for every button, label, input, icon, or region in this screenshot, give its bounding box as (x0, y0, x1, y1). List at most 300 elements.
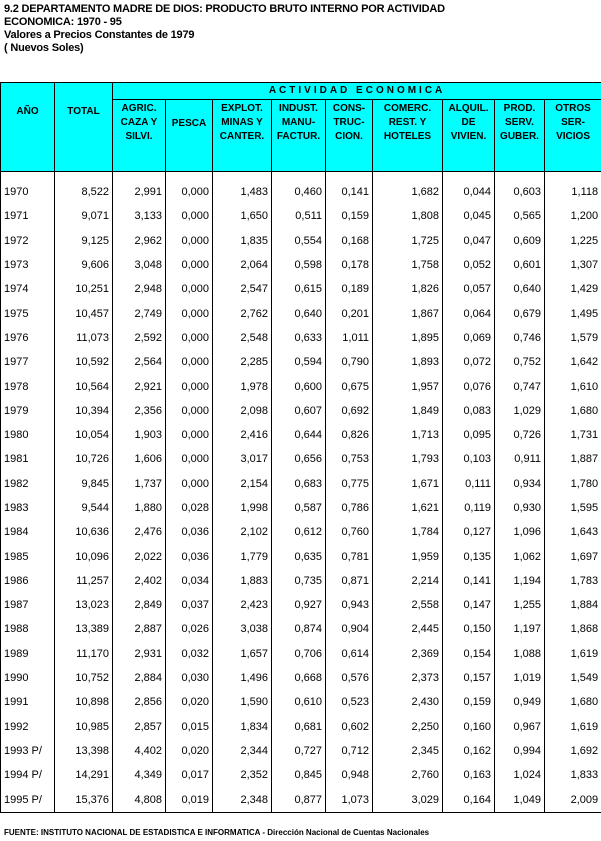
value-cell: 1,643 (545, 520, 601, 544)
header-line: SILVI. (125, 131, 153, 142)
source-note: FUENTE: INSTITUTO NACIONAL DE ESTADISTICA E INFORMATICA - Dirección Nacional de Cuentas Nacionales (4, 828, 430, 837)
year-cell: 1974 (1, 277, 55, 301)
header-line: INDUST. (279, 103, 318, 114)
year-cell: 1985 (1, 544, 55, 568)
value-cell: 1,657 (213, 642, 272, 666)
value-cell: 2,430 (373, 690, 443, 714)
activity-column-header (213, 100, 272, 172)
value-cell: 0,607 (272, 399, 326, 423)
value-cell: 0,000 (166, 204, 213, 228)
table-row (1, 593, 601, 617)
value-cell: 2,285 (213, 350, 272, 374)
total-cell: 11,170 (55, 642, 113, 666)
year-cell: 1971 (1, 204, 55, 228)
activity-column-header (373, 100, 443, 172)
value-cell: 0,598 (272, 253, 326, 277)
year-cell: 1976 (1, 326, 55, 350)
value-cell: 1,088 (495, 642, 545, 666)
value-cell: 0,201 (326, 301, 373, 325)
value-cell: 0,000 (166, 472, 213, 496)
activity-column-header (545, 100, 601, 172)
value-cell: 0,095 (443, 423, 495, 447)
value-cell: 0,159 (443, 690, 495, 714)
value-cell: 1,619 (545, 642, 601, 666)
total-cell: 10,054 (55, 423, 113, 447)
year-cell: 1995 P/ (1, 787, 55, 812)
value-cell: 1,713 (373, 423, 443, 447)
value-cell: 0,111 (443, 472, 495, 496)
value-cell: 0,000 (166, 447, 213, 471)
table-row (1, 350, 601, 374)
value-cell: 0,994 (495, 739, 545, 763)
value-cell: 0,127 (443, 520, 495, 544)
value-cell: 1,650 (213, 204, 272, 228)
value-cell: 0,000 (166, 326, 213, 350)
value-cell: 2,760 (373, 763, 443, 787)
value-cell: 0,601 (495, 253, 545, 277)
value-cell: 2,009 (545, 787, 601, 812)
value-cell: 1,834 (213, 715, 272, 739)
value-cell: 0,644 (272, 423, 326, 447)
value-cell: 0,036 (166, 544, 213, 568)
value-cell: 2,373 (373, 666, 443, 690)
header-line: CANTER. (219, 131, 265, 142)
value-cell: 0,052 (443, 253, 495, 277)
header-line: VIVIEN. (450, 131, 487, 142)
value-cell: 1,671 (373, 472, 443, 496)
header-line: PROD. (503, 103, 536, 114)
table-row (1, 253, 601, 277)
header-line: TRUC- (333, 117, 365, 128)
table-row (1, 472, 601, 496)
value-cell: 0,612 (272, 520, 326, 544)
table-row (1, 301, 601, 325)
value-cell: 0,028 (166, 496, 213, 520)
value-cell: 1,783 (545, 569, 601, 593)
page-subtitle: ECONOMICA: 1970 - 95 (4, 16, 122, 28)
value-cell: 0,640 (495, 277, 545, 301)
value-cell: 0,781 (326, 544, 373, 568)
year-cell: 1994 P/ (1, 763, 55, 787)
value-cell: 1,978 (213, 374, 272, 398)
value-cell: 0,712 (326, 739, 373, 763)
value-cell: 0,000 (166, 374, 213, 398)
value-cell: 2,948 (113, 277, 166, 301)
value-cell: 0,692 (326, 399, 373, 423)
value-cell: 0,057 (443, 277, 495, 301)
value-cell: 0,706 (272, 642, 326, 666)
table-row (1, 172, 601, 205)
value-cell: 2,884 (113, 666, 166, 690)
value-cell: 0,044 (443, 172, 495, 205)
table-body (1, 172, 601, 813)
value-cell: 2,445 (373, 617, 443, 641)
value-cell: 0,615 (272, 277, 326, 301)
value-cell: 1,867 (373, 301, 443, 325)
value-cell: 1,307 (545, 253, 601, 277)
value-cell: 0,163 (443, 763, 495, 787)
table-row (1, 763, 601, 787)
value-cell: 1,680 (545, 690, 601, 714)
total-cell: 10,985 (55, 715, 113, 739)
value-cell: 4,808 (113, 787, 166, 812)
value-cell: 1,697 (545, 544, 601, 568)
value-cell: 0,609 (495, 229, 545, 253)
table-row (1, 666, 601, 690)
value-cell: 0,034 (166, 569, 213, 593)
value-cell: 1,826 (373, 277, 443, 301)
total-cell: 9,845 (55, 472, 113, 496)
value-cell: 1,621 (373, 496, 443, 520)
value-cell: 0,178 (326, 253, 373, 277)
value-cell: 0,610 (272, 690, 326, 714)
value-cell: 1,835 (213, 229, 272, 253)
table-row (1, 569, 601, 593)
header-line: COMERC. (383, 103, 432, 114)
value-cell: 0,635 (272, 544, 326, 568)
value-cell: 0,735 (272, 569, 326, 593)
total-cell: 13,398 (55, 739, 113, 763)
table-row (1, 374, 601, 398)
total-cell: 9,544 (55, 496, 113, 520)
value-cell: 0,752 (495, 350, 545, 374)
value-cell: 0,159 (326, 204, 373, 228)
value-cell: 1,595 (545, 496, 601, 520)
value-cell: 2,749 (113, 301, 166, 325)
value-cell: 1,780 (545, 472, 601, 496)
total-cell: 8,522 (55, 172, 113, 205)
value-cell: 2,154 (213, 472, 272, 496)
header-line: CAZA Y (120, 117, 158, 128)
value-cell: 0,000 (166, 301, 213, 325)
activity-column-header (443, 100, 495, 172)
value-cell: 0,554 (272, 229, 326, 253)
value-cell: 1,849 (373, 399, 443, 423)
value-cell: 0,000 (166, 229, 213, 253)
value-cell: 1,019 (495, 666, 545, 690)
value-cell: 0,790 (326, 350, 373, 374)
value-cell: 0,633 (272, 326, 326, 350)
value-cell: 0,000 (166, 253, 213, 277)
year-cell: 1988 (1, 617, 55, 641)
total-cell: 13,023 (55, 593, 113, 617)
header-line: ALQUIL. (448, 103, 489, 114)
value-cell: 2,558 (373, 593, 443, 617)
table-row (1, 229, 601, 253)
value-cell: 0,934 (495, 472, 545, 496)
header-line: FACTUR. (276, 131, 321, 142)
value-cell: 1,793 (373, 447, 443, 471)
total-cell: 13,389 (55, 617, 113, 641)
value-cell: 2,931 (113, 642, 166, 666)
value-cell: 2,762 (213, 301, 272, 325)
total-cell: 9,125 (55, 229, 113, 253)
value-cell: 3,133 (113, 204, 166, 228)
value-cell: 0,017 (166, 763, 213, 787)
total-cell: 10,592 (55, 350, 113, 374)
year-cell: 1987 (1, 593, 55, 617)
value-cell: 0,727 (272, 739, 326, 763)
table-row (1, 715, 601, 739)
value-cell: 1,096 (495, 520, 545, 544)
value-cell: 1,959 (373, 544, 443, 568)
value-cell: 0,162 (443, 739, 495, 763)
value-cell: 0,119 (443, 496, 495, 520)
value-cell: 2,250 (373, 715, 443, 739)
value-cell: 0,600 (272, 374, 326, 398)
value-cell: 0,168 (326, 229, 373, 253)
header-line: CION. (335, 131, 363, 142)
year-cell: 1990 (1, 666, 55, 690)
value-cell: 1,903 (113, 423, 166, 447)
value-cell: 0,594 (272, 350, 326, 374)
value-cell: 2,991 (113, 172, 166, 205)
value-cell: 1,779 (213, 544, 272, 568)
value-cell: 0,157 (443, 666, 495, 690)
value-cell: 0,000 (166, 350, 213, 374)
value-cell: 1,737 (113, 472, 166, 496)
header-line: EXPLOT. (221, 103, 263, 114)
header-line: SER- (561, 117, 586, 128)
value-cell: 2,098 (213, 399, 272, 423)
table-row (1, 277, 601, 301)
value-cell: 0,036 (166, 520, 213, 544)
year-cell: 1970 (1, 172, 55, 205)
value-cell: 1,200 (545, 204, 601, 228)
value-cell: 2,102 (213, 520, 272, 544)
value-cell: 2,352 (213, 763, 272, 787)
value-cell: 2,356 (113, 399, 166, 423)
value-cell: 0,026 (166, 617, 213, 641)
value-cell: 0,587 (272, 496, 326, 520)
year-cell: 1973 (1, 253, 55, 277)
value-cell: 0,135 (443, 544, 495, 568)
title-block (4, 3, 445, 55)
value-cell: 1,957 (373, 374, 443, 398)
value-cell: 0,083 (443, 399, 495, 423)
table-row (1, 544, 601, 568)
total-cell: 10,394 (55, 399, 113, 423)
table-row (1, 617, 601, 641)
value-cell: 2,476 (113, 520, 166, 544)
value-cell: 0,032 (166, 642, 213, 666)
year-cell: 1986 (1, 569, 55, 593)
value-cell: 0,047 (443, 229, 495, 253)
value-cell: 2,348 (213, 787, 272, 812)
header-line: SERV. (505, 117, 534, 128)
year-cell: 1992 (1, 715, 55, 739)
year-cell: 1993 P/ (1, 739, 55, 763)
value-cell: 1,880 (113, 496, 166, 520)
value-cell: 1,868 (545, 617, 601, 641)
total-cell: 10,636 (55, 520, 113, 544)
value-cell: 0,020 (166, 739, 213, 763)
value-cell: 1,429 (545, 277, 601, 301)
header-line: REST. Y (388, 117, 427, 128)
table-row (1, 520, 601, 544)
value-cell: 0,949 (495, 690, 545, 714)
total-cell: 10,564 (55, 374, 113, 398)
header-line: DE (461, 117, 476, 128)
value-cell: 2,416 (213, 423, 272, 447)
total-cell: 15,376 (55, 787, 113, 812)
value-cell: 0,069 (443, 326, 495, 350)
value-cell: 0,726 (495, 423, 545, 447)
value-cell: 0,164 (443, 787, 495, 812)
total-cell: 9,071 (55, 204, 113, 228)
value-cell: 1,495 (545, 301, 601, 325)
value-cell: 1,893 (373, 350, 443, 374)
value-cell: 1,194 (495, 569, 545, 593)
header-line: MANU- (281, 117, 316, 128)
value-cell: 0,154 (443, 642, 495, 666)
value-cell: 0,904 (326, 617, 373, 641)
value-cell: 2,423 (213, 593, 272, 617)
value-cell: 0,746 (495, 326, 545, 350)
value-cell: 1,590 (213, 690, 272, 714)
value-cell: 2,345 (373, 739, 443, 763)
table-row (1, 739, 601, 763)
value-cell: 1,606 (113, 447, 166, 471)
year-column-header: AÑO (1, 83, 55, 172)
value-cell: 0,511 (272, 204, 326, 228)
header-line: CONS- (332, 103, 366, 114)
value-cell: 1,833 (545, 763, 601, 787)
value-cell: 1,024 (495, 763, 545, 787)
value-cell: 1,011 (326, 326, 373, 350)
value-cell: 1,784 (373, 520, 443, 544)
value-cell: 0,603 (495, 172, 545, 205)
value-cell: 0,826 (326, 423, 373, 447)
value-cell: 0,523 (326, 690, 373, 714)
total-cell: 10,726 (55, 447, 113, 471)
value-cell: 0,877 (272, 787, 326, 812)
value-cell: 1,197 (495, 617, 545, 641)
value-cell: 3,038 (213, 617, 272, 641)
value-cell: 1,049 (495, 787, 545, 812)
table-row (1, 447, 601, 471)
year-cell: 1989 (1, 642, 55, 666)
value-cell: 2,887 (113, 617, 166, 641)
value-cell: 0,775 (326, 472, 373, 496)
value-cell: 0,930 (495, 496, 545, 520)
value-cell: 1,118 (545, 172, 601, 205)
year-cell: 1980 (1, 423, 55, 447)
value-cell: 0,030 (166, 666, 213, 690)
value-cell: 1,225 (545, 229, 601, 253)
header-line: MINAS Y (221, 117, 263, 128)
table-row (1, 326, 601, 350)
value-cell: 1,062 (495, 544, 545, 568)
value-cell: 2,369 (373, 642, 443, 666)
value-cell: 0,911 (495, 447, 545, 471)
value-cell: 2,548 (213, 326, 272, 350)
value-cell: 0,760 (326, 520, 373, 544)
value-cell: 0,874 (272, 617, 326, 641)
header-line: AGRIC. (121, 103, 157, 114)
value-cell: 0,845 (272, 763, 326, 787)
header-line: VICIOS (556, 131, 591, 142)
value-cell: 2,592 (113, 326, 166, 350)
header-line: PESCA (171, 118, 207, 129)
page-title: 9.2 DEPARTAMENTO MADRE DE DIOS: PRODUCTO BRUTO INTERNO POR ACTIVIDAD (4, 3, 445, 15)
value-cell: 0,679 (495, 301, 545, 325)
value-cell: 3,017 (213, 447, 272, 471)
value-cell: 0,753 (326, 447, 373, 471)
value-cell: 2,962 (113, 229, 166, 253)
total-cell: 11,073 (55, 326, 113, 350)
total-cell: 11,257 (55, 569, 113, 593)
header-line: OTROS (555, 103, 591, 114)
value-cell: 2,214 (373, 569, 443, 593)
value-cell: 0,103 (443, 447, 495, 471)
value-cell: 4,349 (113, 763, 166, 787)
value-cell: 0,160 (443, 715, 495, 739)
value-cell: 1,731 (545, 423, 601, 447)
gdp-table (0, 82, 601, 813)
year-cell: 1983 (1, 496, 55, 520)
value-cell: 0,602 (326, 715, 373, 739)
value-cell: 2,064 (213, 253, 272, 277)
value-cell: 0,460 (272, 172, 326, 205)
value-cell: 1,680 (545, 399, 601, 423)
year-cell: 1982 (1, 472, 55, 496)
total-cell: 10,898 (55, 690, 113, 714)
value-cell: 0,614 (326, 642, 373, 666)
value-cell: 0,565 (495, 204, 545, 228)
value-cell: 0,147 (443, 593, 495, 617)
value-cell: 1,808 (373, 204, 443, 228)
table-row (1, 690, 601, 714)
value-cell: 0,045 (443, 204, 495, 228)
value-cell: 2,402 (113, 569, 166, 593)
table-row (1, 204, 601, 228)
total-column-header: TOTAL (55, 83, 113, 172)
value-cell: 0,072 (443, 350, 495, 374)
value-cell: 0,747 (495, 374, 545, 398)
year-cell: 1981 (1, 447, 55, 471)
value-cell: 0,020 (166, 690, 213, 714)
value-cell: 0,576 (326, 666, 373, 690)
value-cell: 1,725 (373, 229, 443, 253)
value-cell: 3,048 (113, 253, 166, 277)
value-cell: 1,073 (326, 787, 373, 812)
value-cell: 0,000 (166, 399, 213, 423)
value-cell: 1,895 (373, 326, 443, 350)
value-cell: 1,619 (545, 715, 601, 739)
valuation-note: Valores a Precios Constantes de 1979 (4, 29, 195, 41)
table-row (1, 399, 601, 423)
value-cell: 1,758 (373, 253, 443, 277)
value-cell: 1,884 (545, 593, 601, 617)
value-cell: 3,029 (373, 787, 443, 812)
value-cell: 2,849 (113, 593, 166, 617)
value-cell: 2,564 (113, 350, 166, 374)
year-cell: 1975 (1, 301, 55, 325)
table-row (1, 496, 601, 520)
year-cell: 1984 (1, 520, 55, 544)
value-cell: 4,402 (113, 739, 166, 763)
year-cell: 1979 (1, 399, 55, 423)
value-cell: 0,967 (495, 715, 545, 739)
total-cell: 10,752 (55, 666, 113, 690)
value-cell: 0,681 (272, 715, 326, 739)
value-cell: 1,483 (213, 172, 272, 205)
value-cell: 1,255 (495, 593, 545, 617)
value-cell: 0,656 (272, 447, 326, 471)
table-row (1, 642, 601, 666)
value-cell: 2,857 (113, 715, 166, 739)
